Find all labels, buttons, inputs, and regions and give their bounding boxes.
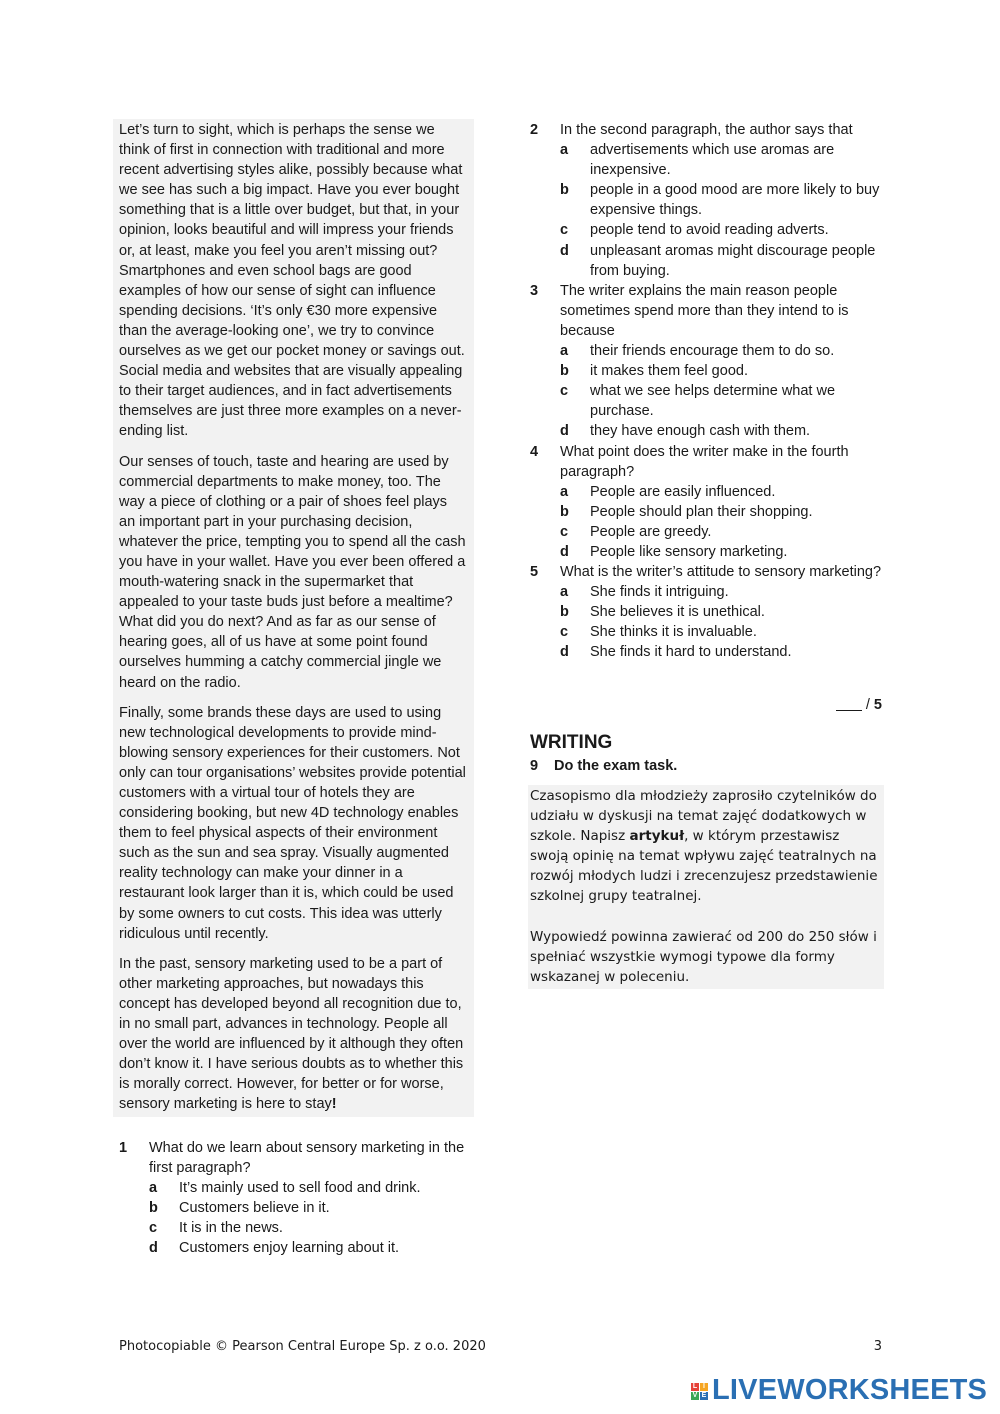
answer-option[interactable]: b People should plan their shopping.	[560, 503, 813, 520]
question-4-options	[530, 482, 882, 562]
page-number: 3	[873, 1339, 882, 1354]
question-number: 2	[530, 122, 539, 138]
question-number: 1	[119, 1140, 128, 1156]
answer-option[interactable]: d She finds it hard to understand.	[560, 644, 792, 661]
reading-text-box	[113, 119, 474, 1117]
question-text: In the second paragraph, the author says that	[560, 122, 853, 138]
score-total: 5	[873, 697, 882, 713]
question-number: 4	[530, 443, 539, 460]
copyright-text: Photocopiable © Pearson Central Europe Sp. z o.o. 2020	[119, 1339, 486, 1354]
writing-prompt: Czasopismo dla młodzieży zaprosiło czytelników do udziału w dyskusji na temat zajęć dodatkowych w szkole. Napisz artykuł, w którym przestawisz swoją opinię na temat wpływu zajęć teatralnych na rozwój młodych ludzi i zrecenzujesz przedstawienie szkolnej grupy teatralnej.	[530, 788, 878, 905]
reading-column	[113, 119, 474, 1117]
reading-paragraph-technology: Finally, some brands these days are used to using new technological developments to provide mind-blowing sensory experiences for their customers. Not only can tour organisations’ websites provide potential customers with a virtual tour of hotels they are considering booking, but new 4D technology enables them to feel physical aspects of their environment such as the sun and sea spray. Visually augmented reality technology can make your dinner in a restaurant look larger than it is, which could be used by some owners to cut costs. This idea was utterly ridiculous until recently.	[119, 704, 466, 942]
answer-option[interactable]: d Customers enjoy learning about it.	[149, 1240, 400, 1257]
question-text: The writer explains the main reason people sometimes spend more than they intend to is because	[560, 282, 849, 339]
reading-paragraph-sight: Let’s turn to sight, which is perhaps the sense we think of first in connection with traditional and more recent advertising styles alike, possibly because what we see has such a big impact. Have you ever bought something that is a little over budget, but that, in your opinion, looks beautiful and will impress your friends or, at least, make you feel you aren’t missing out? Smartphones and even school bags are good examples of how our sense of sight can influence spending decisions. ‘It’s only €30 more expensive than the average-looking one’, we try to convince ourselves as we get our pocket money or savings out. Social media and websites that are visually appealing to their target audiences, and in fact advertisements themselves are just three more examples on a never-ending list.	[119, 122, 465, 440]
question-4	[530, 442, 882, 482]
answer-option[interactable]: b She believes it is unethical.	[560, 604, 765, 621]
answer-option[interactable]: a People are easily influenced.	[560, 483, 776, 500]
answer-option[interactable]: c people tend to avoid reading adverts.	[560, 222, 829, 239]
answer-option[interactable]: a advertisements which use aromas are inexpensive.	[560, 142, 835, 179]
question-5-options	[530, 582, 882, 662]
question-3	[530, 281, 882, 341]
question-2-options	[530, 140, 882, 281]
answer-option[interactable]: b it makes them feel good.	[560, 363, 748, 380]
answer-option[interactable]: a She finds it intriguing.	[560, 584, 729, 601]
answer-option[interactable]: b people in a good mood are more likely to buy expensive things.	[560, 182, 880, 219]
question-text: What do we learn about sensory marketing in the first paragraph?	[149, 1140, 465, 1177]
answer-option[interactable]: d unpleasant aromas might discourage people from buying.	[560, 242, 876, 279]
question-1-options	[119, 1178, 479, 1258]
question-text: What point does the writer make in the fourth paragraph?	[560, 443, 849, 480]
live-blocks-icon	[691, 1383, 708, 1400]
score-box	[832, 695, 882, 715]
reading-paragraph-conclusion: In the past, sensory marketing used to be a part of other marketing approaches, but nowadays this concept has developed beyond all recognition due to, in no small part, advances in technology. People all over the world are influenced by it although they often don’t know it. I have serious doubts as to whether this is morally correct. However, for better or for worse, sensory marketing is here to stay!	[119, 955, 464, 1113]
answer-option[interactable]: d People like sensory marketing.	[560, 543, 788, 560]
reading-paragraph-senses: Our senses of touch, taste and hearing are used by commercial departments to make money, too. The way a piece of clothing or a pair of shoes feel plays an important part in your purchasing decision, whatever the price, tempting you to spend all the cash you have in your wallet. Have you ever been offered a mouth-watering snack in the supermarket that appealed to your taste buds just before a mealtime? What did you do next? And as far as our sense of hearing goes, all of us have at some point found ourselves humming a catchy commercial jingle we heard on the radio.	[119, 453, 466, 691]
question-3-options	[530, 341, 882, 441]
answer-option[interactable]: a their friends encourage them to do so.	[560, 343, 835, 360]
answer-option[interactable]: c what we see helps determine what we purchase.	[560, 383, 836, 420]
question-list-left	[119, 1138, 479, 1259]
liveworksheets-logo[interactable]	[691, 1373, 987, 1407]
answer-option[interactable]: a It’s mainly used to sell food and drink.	[149, 1180, 421, 1197]
answer-option[interactable]: c It is in the news.	[149, 1220, 283, 1237]
question-text: What is the writer’s attitude to sensory marketing?	[560, 564, 882, 581]
question-1	[119, 1138, 479, 1178]
writing-task-box	[528, 785, 884, 989]
question-2	[530, 120, 882, 140]
logo-block: E	[701, 1391, 707, 1399]
answer-option[interactable]: d they have enough cash with them.	[560, 423, 811, 440]
answer-option[interactable]: c She thinks it is invaluable.	[560, 624, 757, 641]
task-number: 9	[530, 758, 539, 774]
question-list-right	[530, 120, 882, 663]
brand-name: LIVEWORKSHEETS	[712, 1374, 988, 1406]
score-input[interactable]	[836, 696, 862, 711]
logo-block: V	[692, 1391, 698, 1399]
question-number: 5	[530, 564, 539, 581]
logo-block: L	[692, 1382, 698, 1390]
question-5	[530, 562, 882, 582]
answer-option[interactable]: c People are greedy.	[560, 523, 712, 540]
task-text: Do the exam task.	[554, 758, 678, 774]
task-instruction	[530, 756, 677, 776]
score-slash: /	[865, 697, 870, 713]
question-number: 3	[530, 282, 539, 299]
section-heading-writing: WRITING	[530, 732, 613, 753]
logo-block: I	[700, 1383, 708, 1391]
page-footer	[119, 1337, 882, 1357]
writing-requirement: Wypowiedź powinna zawierać od 200 do 250 słów i spełniać wszystkie wymogi typowe dla formy wskazanej w poleceniu.	[530, 928, 877, 985]
answer-option[interactable]: b Customers believe in it.	[149, 1200, 330, 1217]
